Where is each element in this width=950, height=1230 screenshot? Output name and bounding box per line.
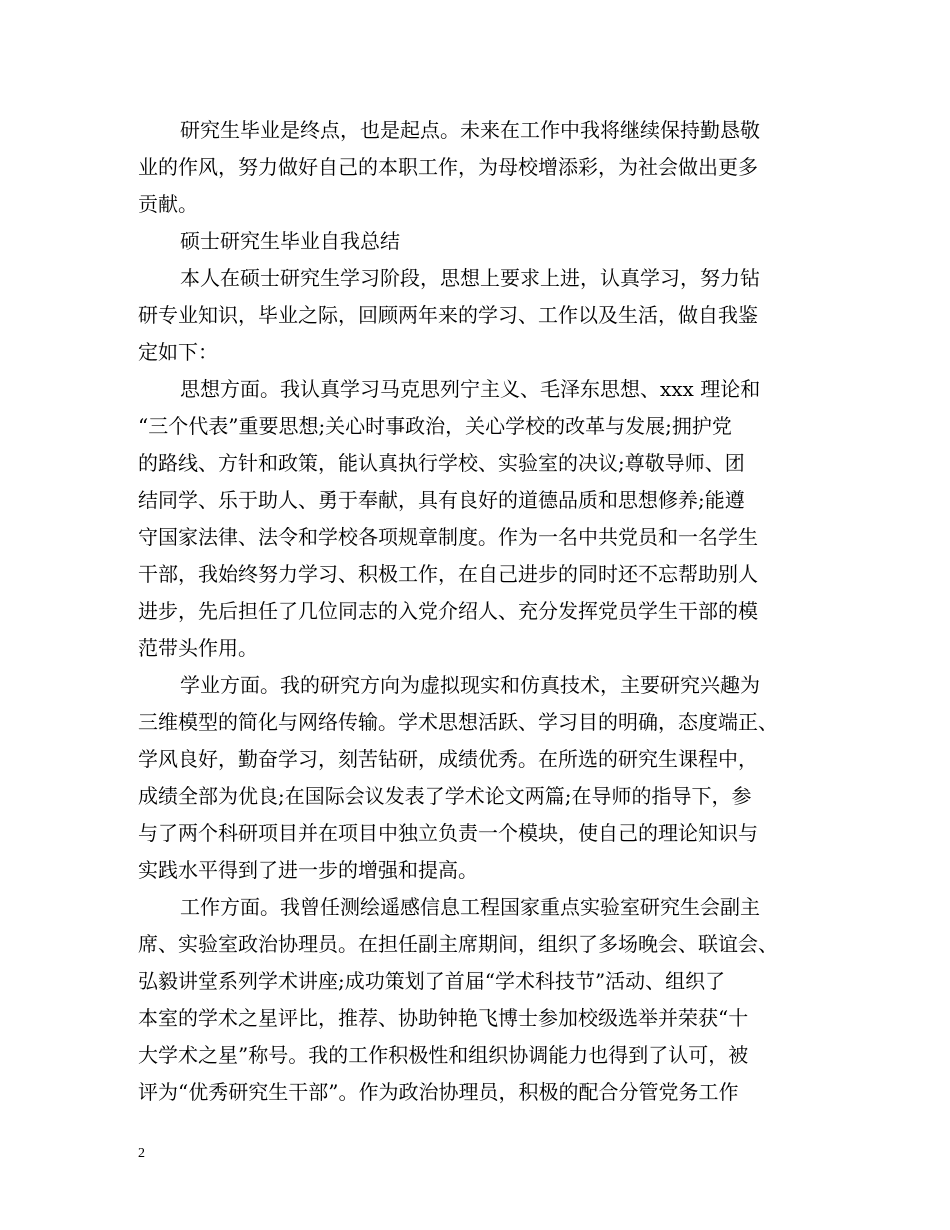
text-line: 学业方面。我的研究方向为虚拟现实和仿真技术，主要研究兴趣为 <box>180 673 760 697</box>
text-line: 范带头作用。 <box>138 636 258 660</box>
text-line: 本室的学术之星评比，推荐、协助钟艳飞博士参加校级选举并荣获“十 <box>138 1006 749 1030</box>
text-line: 席、实验室政治协理员。在担任副主席期间，组织了多场晚会、联谊会、 <box>138 932 778 956</box>
text-line: “三个代表”重要思想;关心时事政治，关心学校的改革与发展;拥护党 <box>138 414 732 438</box>
text-line: 干部，我始终努力学习、积极工作，在自己进步的同时还不忘帮助别人 <box>138 562 758 586</box>
text-line: 研专业知识，毕业之际，回顾两年来的学习、工作以及生活，做自我鉴 <box>138 303 758 327</box>
text-line: 实践水平得到了进一步的增强和提高。 <box>138 858 478 882</box>
text-line: 守国家法律、法令和学校各项规章制度。作为一名中共党员和一名学生 <box>138 525 758 549</box>
text-line: 本人在硕士研究生学习阶段，思想上要求上进，认真学习，努力钻 <box>180 266 760 290</box>
text-line: 成绩全部为优良;在国际会议发表了学术论文两篇;在导师的指导下，参 <box>138 784 752 808</box>
text-line: 结同学、乐于助人、勇于奉献，具有良好的道德品质和思想修养;能遵 <box>138 488 745 512</box>
text-line: 贡献。 <box>138 192 198 216</box>
page-number: 2 <box>138 1146 145 1161</box>
text-line: 进步，先后担任了几位同志的入党介绍人、充分发挥党员学生干部的模 <box>138 599 758 623</box>
text-line: 的路线、方针和政策，能认真执行学校、实验室的决议;尊敬导师、团 <box>138 451 745 475</box>
text-line: 研究生毕业是终点，也是起点。未来在工作中我将继续保持勤恳敬 <box>180 118 760 142</box>
text-line: 三维模型的简化与网络传输。学术思想活跃、学习目的明确，态度端正、 <box>138 710 778 734</box>
text-line: 业的作风，努力做好自己的本职工作，为母校增添彩，为社会做出更多 <box>138 155 758 179</box>
text-line: 工作方面。我曾任测绘遥感信息工程国家重点实验室研究生会副主 <box>180 895 760 919</box>
text-line: 定如下： <box>138 340 218 364</box>
text-line: 弘毅讲堂系列学术讲座;成功策划了首届“学术科技节”活动、组织了 <box>138 969 726 993</box>
text-line: 学风良好，勤奋学习，刻苦钻研，成绩优秀。在所选的研究生课程中， <box>138 747 758 771</box>
document-body <box>138 112 818 1111</box>
section-heading: 硕士研究生毕业自我总结 <box>180 229 400 253</box>
text-line: 大学术之星”称号。我的工作积极性和组织协调能力也得到了认可，被 <box>138 1043 749 1067</box>
text-line: 与了两个科研项目并在项目中独立负责一个模块，使自己的理论知识与 <box>138 821 758 845</box>
text-line: 评为“优秀研究生干部”。作为政治协理员，积极的配合分管党务工作 <box>138 1080 739 1104</box>
text-line: 思想方面。我认真学习马克思列宁主义、毛泽东思想、xxx 理论和 <box>180 377 761 401</box>
